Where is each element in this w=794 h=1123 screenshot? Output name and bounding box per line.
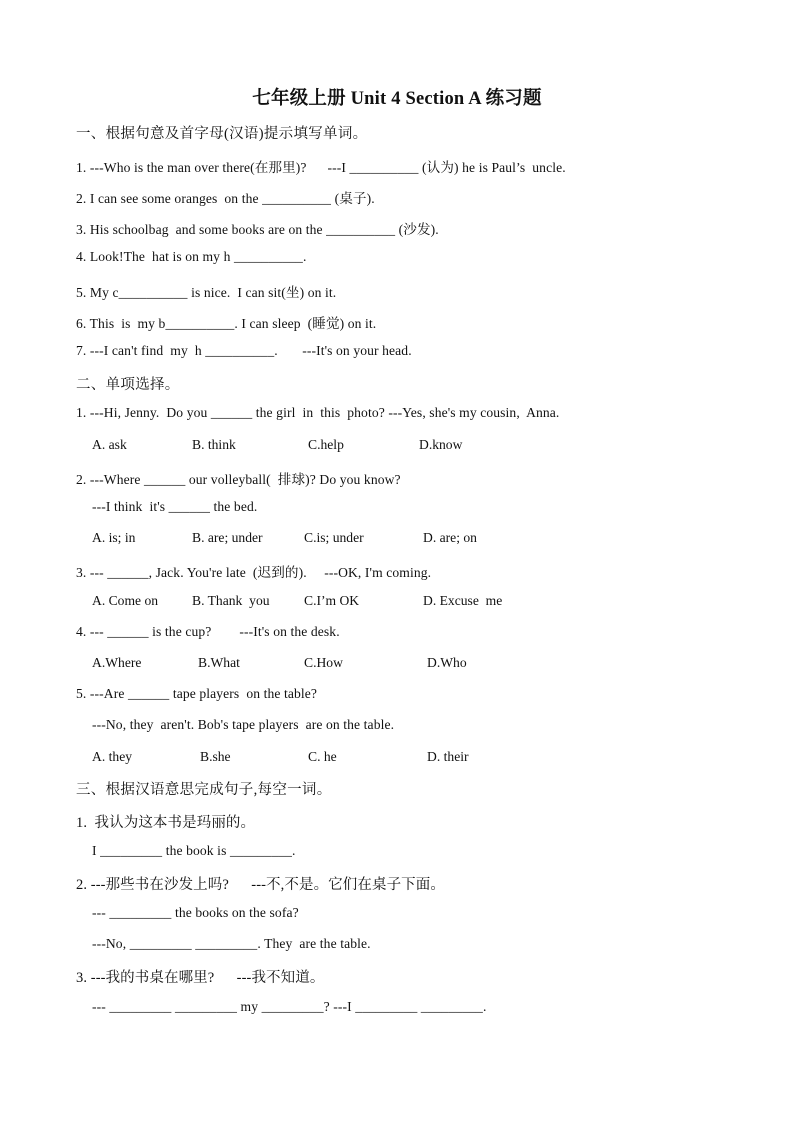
fill-word-item: 7. ---I can't find my h __________. ---It's on your head. xyxy=(76,343,412,358)
option-c: C.I’m OK xyxy=(304,593,360,608)
question-stem: ---I think it's ______ the bed. xyxy=(92,499,258,514)
chinese-prompt: 2. ---那些书在沙发上吗? ---不,不是。它们在桌子下面。 xyxy=(76,877,445,893)
fill-word-item: 3. His schoolbag and some books are on the __________ (沙发). xyxy=(76,222,439,237)
option-a: A. Come on xyxy=(92,593,159,608)
option-c: C. he xyxy=(308,749,337,764)
fill-word-item: 1. ---Who is the man over there(在那里)? ---I __________ (认为) he is Paul’s uncle. xyxy=(76,160,566,175)
question-stem: 4. --- ______ is the cup? ---It's on the desk. xyxy=(76,624,340,639)
option-a: A.Where xyxy=(92,655,142,670)
option-a: A. they xyxy=(92,749,133,764)
option-c: C.How xyxy=(304,655,343,670)
question-stem: 3. --- ______, Jack. You're late (迟到的). ---OK, I'm coming. xyxy=(76,565,432,580)
option-d: D. are; on xyxy=(423,530,477,545)
fill-word-item: 5. My c__________ is nice. I can sit(坐) on it. xyxy=(76,285,337,300)
option-b: B.she xyxy=(200,749,231,764)
chinese-prompt: 1. 我认为这本书是玛丽的。 xyxy=(76,815,256,831)
option-b: B. think xyxy=(192,437,236,452)
section-heading-multiple-choice: 二、单项选择。 xyxy=(76,377,180,393)
section-heading-fill-words: 一、根据句意及首字母(汉语)提示填写单词。 xyxy=(76,126,368,142)
option-d: D.Who xyxy=(427,655,467,670)
option-c: C.is; under xyxy=(304,530,364,545)
question-stem: 1. ---Hi, Jenny. Do you ______ the girl in this photo? ---Yes, she's my cousin, Anna. xyxy=(76,405,560,420)
option-c: C.help xyxy=(308,437,344,452)
answer-line: ---No, _________ _________. They are the table. xyxy=(92,936,371,951)
question-stem: 2. ---Where ______ our volleyball( 排球)? Do you know? xyxy=(76,472,401,487)
option-b: B. are; under xyxy=(192,530,263,545)
question-stem: ---No, they aren't. Bob's tape players are on the table. xyxy=(92,717,395,732)
section-heading-translation: 三、根据汉语意思完成句子,每空一词。 xyxy=(76,782,332,798)
fill-word-item: 6. This is my b__________. I can sleep (睡觉) on it. xyxy=(76,316,377,331)
option-a: A. ask xyxy=(92,437,127,452)
option-b: B.What xyxy=(198,655,240,670)
answer-line: --- _________ _________ my _________? ---I _________ _________. xyxy=(92,999,487,1014)
option-d: D. Excuse me xyxy=(423,593,503,608)
chinese-prompt: 3. ---我的书桌在哪里? ---我不知道。 xyxy=(76,970,325,986)
page-title: 七年级上册 Unit 4 Section A 练习题 xyxy=(252,89,542,109)
answer-line: --- _________ the books on the sofa? xyxy=(92,905,299,920)
option-d: D. their xyxy=(427,749,469,764)
option-d: D.know xyxy=(419,437,463,452)
fill-word-item: 4. Look!The hat is on my h __________. xyxy=(76,249,307,264)
question-stem: 5. ---Are ______ tape players on the table? xyxy=(76,686,318,701)
option-b: B. Thank you xyxy=(192,593,270,608)
answer-line: I _________ the book is _________. xyxy=(92,843,296,858)
fill-word-item: 2. I can see some oranges on the __________ (桌子). xyxy=(76,191,375,206)
option-a: A. is; in xyxy=(92,530,136,545)
